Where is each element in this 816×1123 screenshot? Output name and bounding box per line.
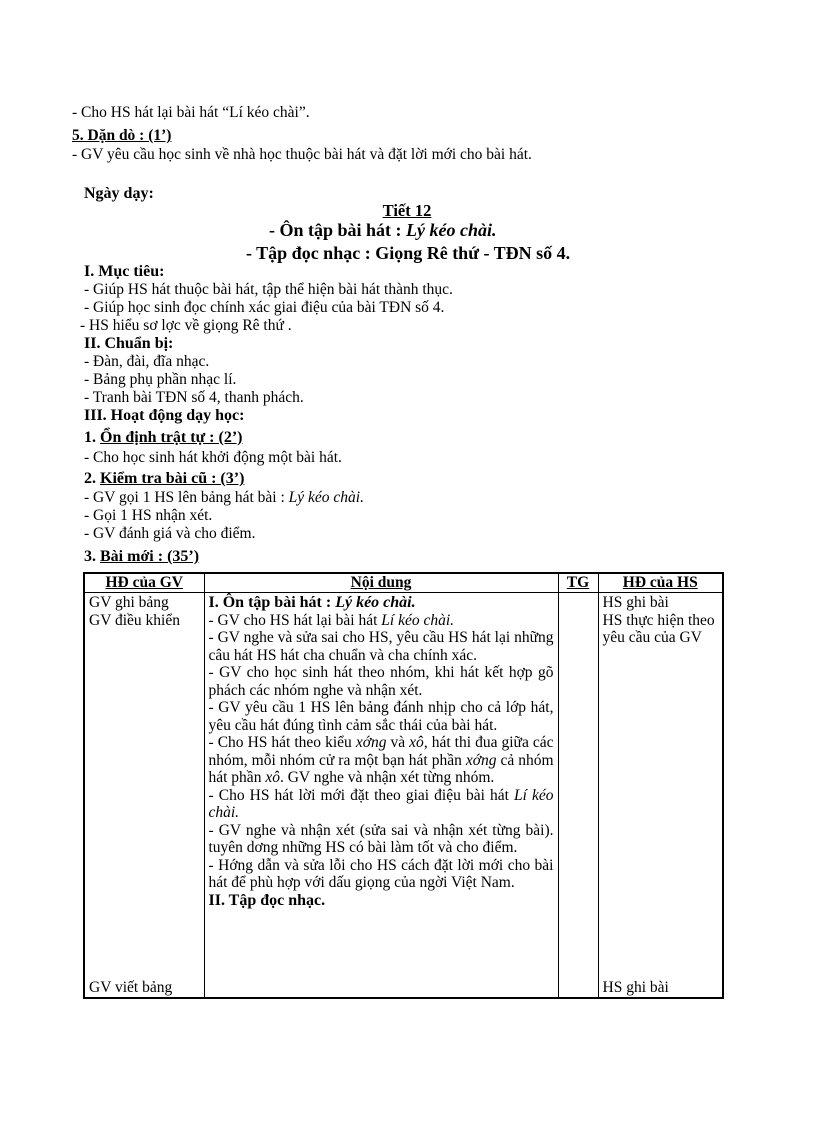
content-item: [209, 787, 554, 822]
activities-heading: III. Hoạt động dạy học:: [84, 407, 245, 424]
prep-heading: II. Chuẩn bị:: [84, 335, 174, 352]
content-item-song: Lí kéo chài.: [381, 611, 455, 629]
lesson-line-2: - Tập đọc nhạc : Giọng Rê thứ - TĐN số 4.: [246, 243, 571, 263]
content-text: - Cho HS hát theo kiểu: [208, 734, 356, 751]
student-note: HS ghi bài: [602, 594, 669, 611]
content-text: . GV nghe và nhận xét từng nhóm.: [279, 769, 495, 786]
content-text: và: [386, 734, 410, 751]
step-1-number: 1.: [84, 429, 100, 446]
step-1-line: - Cho học sinh hát khởi động một bài hát.: [84, 449, 342, 466]
teacher-note: GV điều khiển: [89, 611, 180, 629]
section-5-title-text: 5. Dặn dò : (1’): [72, 127, 172, 144]
section-5-title: [72, 127, 171, 145]
content-item-prefix: - GV cho HS hát lại bài hát: [208, 611, 382, 629]
student-note: HS thực hiện theo yêu cầu của GV: [602, 611, 715, 646]
content-term: xô: [265, 769, 280, 786]
step-1-title-text: Ổn định trật tự : (2’): [100, 429, 243, 446]
content-item: - GV yêu cầu 1 HS lên bảng đánh nhịp cho cả lớp hát, yêu cầu hát đúng tình cảm sắc thái của bài hát.: [208, 699, 554, 734]
prep-item: - Tranh bài TĐN số 4, thanh phách.: [84, 389, 304, 406]
step-2-line-song: Lý kéo chài.: [288, 489, 364, 506]
objectives-heading: I. Mục tiêu:: [84, 263, 165, 280]
objective-item: - HS hiểu sơ lợc về giọng Rê thứ .: [80, 317, 292, 334]
teacher-note-bottom: GV viết bảng: [89, 978, 173, 996]
step-2-line: [84, 489, 364, 507]
step-3-title: [84, 548, 199, 566]
step-2-line-prefix: - GV gọi 1 HS lên bảng hát bài :: [84, 489, 289, 506]
step-2-line: - GV đánh giá và cho điểm.: [84, 525, 256, 542]
lesson-title: Tiết 12: [382, 201, 432, 220]
student-note-bottom: HS ghi bài: [602, 978, 669, 996]
prep-item: - Đàn, đài, đĩa nhạc.: [84, 353, 210, 370]
student-cell: [598, 593, 723, 999]
content-heading: [209, 594, 554, 612]
prev-line: - Cho HS hát lại bài hát “Lí kéo chài”.: [72, 104, 310, 121]
table-header-row: [84, 573, 723, 593]
content-text: , hát thi đua giữa các nhóm, mỗi nhóm cử ra một bạn hát phần: [208, 734, 554, 769]
content-item: - GV cho học sinh hát theo nhóm, khi hát kết hợp gõ phách các nhóm nghe và nhận xét.: [208, 664, 554, 699]
table-row: [84, 593, 723, 999]
lesson-line-1-prefix: - Ôn tập bài hát :: [269, 220, 407, 240]
content-item: - Hớng dẫn và sửa lỗi cho HS cách đặt lời mới cho bài hát để phù hợp với dấu giọng của ngời Việt Nam.: [208, 856, 554, 891]
date-label: Ngày dạy:: [84, 185, 154, 202]
content-item-song: Lí kéo chài.: [208, 786, 554, 821]
content-item-prefix: - Cho HS hát lời mới đặt theo giai điệu bài hát: [208, 786, 514, 804]
content-term: xớng: [355, 734, 387, 751]
content-term: xớng: [465, 751, 497, 769]
content-item: - GV nghe và sửa sai cho HS, yêu cầu HS hát lại những câu hát HS hát cha chuẩn và cha chính xác.: [208, 629, 554, 664]
lesson-plan-table: [83, 572, 724, 999]
header-time: TG: [558, 573, 598, 593]
step-3-number: 3.: [84, 548, 100, 565]
header-content: Nội dung: [204, 573, 558, 593]
lesson-line-1-song: Lý kéo chài.: [406, 220, 497, 240]
objective-item: - Giúp HS hát thuộc bài hát, tập thể hiện bài hát thành thục.: [84, 281, 453, 298]
teacher-note: GV ghi bảng: [89, 594, 169, 611]
prep-item: - Bảng phụ phần nhạc lí.: [84, 371, 237, 388]
content-cell: [204, 593, 558, 999]
teacher-cell: [84, 593, 204, 999]
time-cell: [558, 593, 598, 999]
header-teacher: HĐ của GV: [84, 573, 204, 593]
objective-item: - Giúp học sinh đọc chính xác giai điệu của bài TĐN số 4.: [84, 299, 445, 316]
content-item: [209, 612, 554, 630]
content-heading-prefix: I. Ôn tập bài hát :: [208, 594, 336, 611]
content-item: - GV nghe và nhận xét (sửa sai và nhận xét từng bài). tuyên dơng những HS có bài làm tốt và cho điểm.: [208, 821, 554, 856]
step-1-title: [84, 429, 242, 447]
step-2-number: 2.: [84, 470, 100, 487]
step-2-title-text: Kiểm tra bài cũ : (3’): [100, 470, 245, 487]
section-5-line: - GV yêu cầu học sinh về nhà học thuộc bài hát và đặt lời mới cho bài hát.: [72, 146, 532, 163]
step-2-title: [84, 470, 244, 488]
header-student: HĐ của HS: [598, 573, 723, 593]
step-3-title-text: Bài mới : (35’): [100, 548, 200, 565]
content-term: xô: [409, 734, 424, 751]
content-heading-song: Lý kéo chài.: [335, 594, 416, 611]
step-2-line: - Gọi 1 HS nhận xét.: [84, 507, 213, 524]
content-text: cả nhóm hát phần: [208, 751, 554, 786]
content-heading-2: II. Tập đọc nhạc.: [208, 891, 326, 909]
content-item: [209, 734, 554, 787]
lesson-line-1: [269, 220, 497, 241]
